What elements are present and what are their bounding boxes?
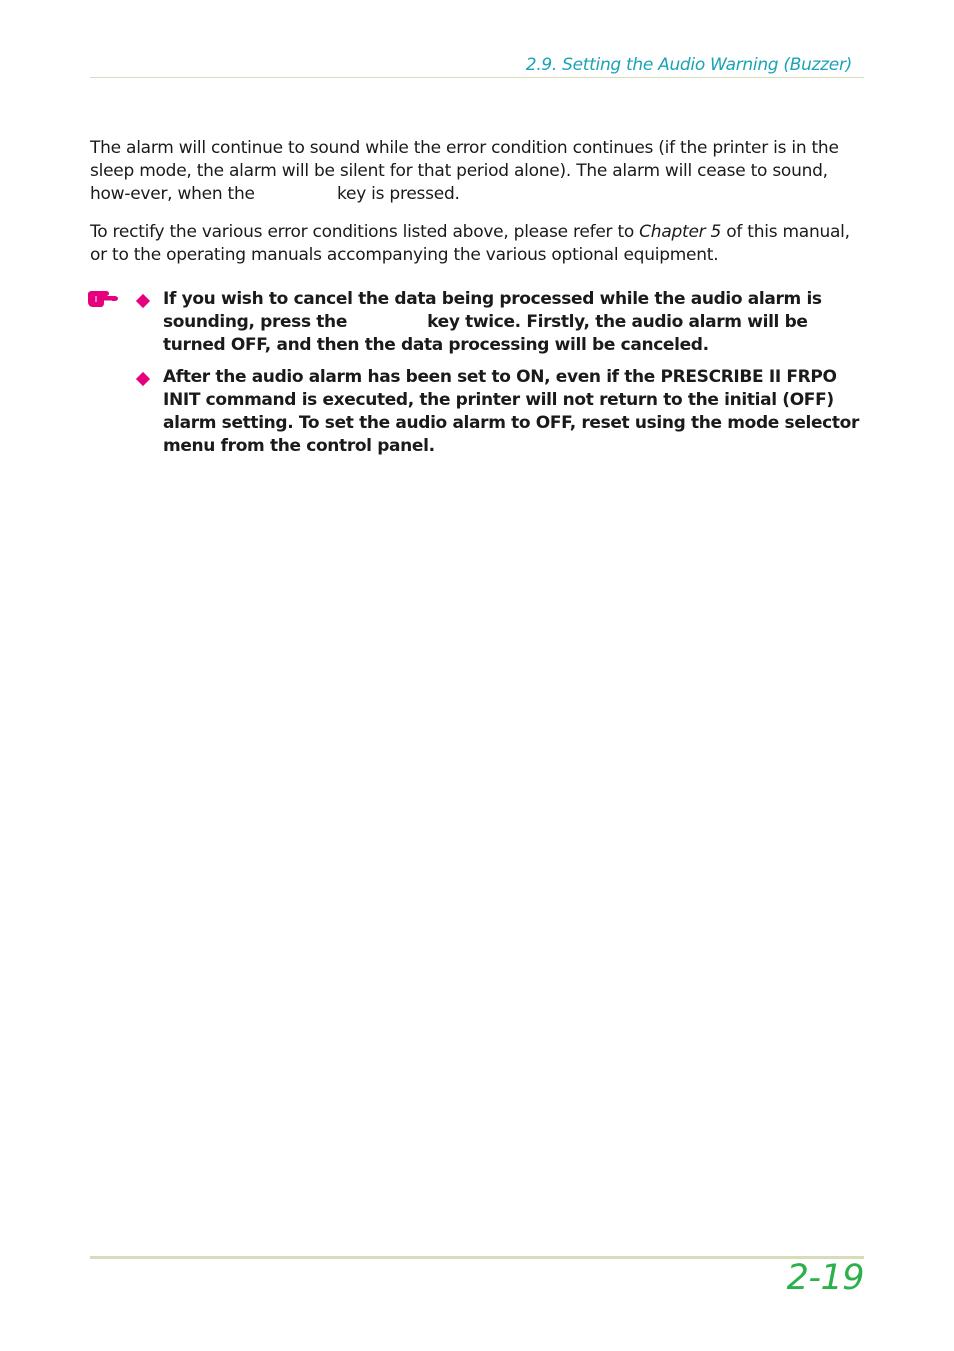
body-paragraph-2 (90, 221, 866, 267)
footer-rule (90, 1256, 864, 1259)
page-number: 2-19 (786, 1258, 864, 1298)
section-title: 2.9. Setting the Audio Warning (Buzzer) (525, 55, 852, 75)
paragraph-2-text-end: of this manual, or to the operating manuals accompanying the various optional equipment. (90, 222, 850, 265)
note-1-text-end: key twice. Firstly, the audio alarm will be turned OFF, and then the data processing will be canceled. (163, 312, 808, 355)
pointing-hand-icon (86, 288, 122, 310)
paragraph-1-text-start: The alarm will continue to sound while the error condition continues (if the printer is in the sleep mode, the alarm will be silent for that period alone). The alarm will cease to sound, how-ever, when the (90, 138, 839, 204)
body-paragraph-1 (90, 137, 866, 206)
note-1-text-start: If you wish to cancel the data being processed while the audio alarm is sounding, press the (163, 289, 822, 332)
paragraph-2-text-start: To rectify the various error conditions listed above, please refer to (90, 222, 640, 242)
diamond-bullet-icon (136, 294, 150, 308)
diamond-bullet-icon (136, 372, 150, 386)
note-item-1 (163, 288, 868, 357)
header-rule (90, 77, 864, 78)
chapter-reference: Chapter 5 (639, 222, 722, 242)
note-item-2: After the audio alarm has been set to ON, even if the PRESCRIBE II FRPO INIT command is executed, the printer will not return to the initial (OFF) alarm setting. To set the audio alarm to OFF, reset using the mode selector menu from the control panel. (163, 367, 860, 456)
paragraph-1-text-end: key is pressed. (337, 184, 460, 204)
